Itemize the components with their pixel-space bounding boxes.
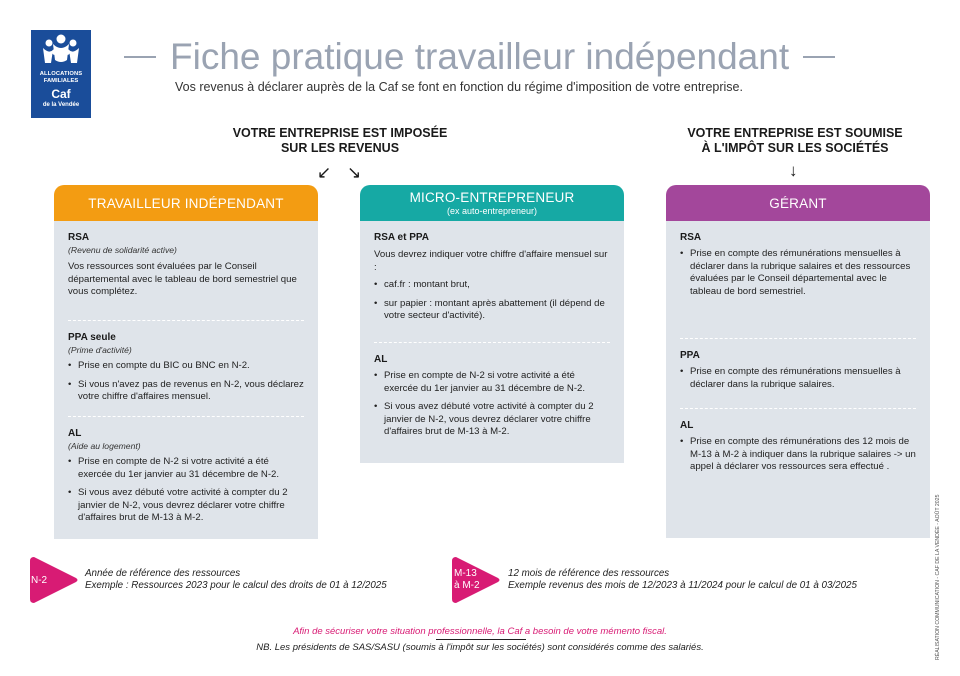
- card-header-ge: [666, 185, 930, 221]
- footer-divider: [436, 639, 526, 640]
- me-rsa-list: [374, 279, 610, 323]
- section-heading-income-tax: [205, 126, 475, 156]
- card-body-ge: [666, 221, 930, 538]
- ge-section-rsa: [680, 221, 916, 339]
- me-section-rsa-ppa: [374, 221, 610, 343]
- list-item: • caf.fr : montant brut,: [374, 279, 610, 292]
- arrow-down-icon: ↓: [789, 161, 798, 180]
- ge-al-title: AL: [680, 420, 694, 431]
- vertical-credit: [935, 470, 945, 660]
- list-item: • Prise en compte du BIC ou BNC en N-2.: [68, 360, 304, 373]
- n2-badge-label: N-2: [31, 575, 48, 586]
- logo-line2: FAMILIALES: [43, 78, 79, 84]
- ge-rsa-title: RSA: [680, 232, 702, 243]
- ti-section-rsa: [68, 221, 304, 321]
- ti-rsa-subtitle: (Revenu de solidarité active): [68, 245, 177, 255]
- m13-badge-label1: M-13: [454, 568, 477, 579]
- list-item: • Prise en compte des rémunérations des 12 mois de M-13 à M-2 à indiquer dans la rubrique salaires -> un appel à déclarer vos ressources sera effectué .: [680, 436, 916, 474]
- list-item: • Prise en compte des rémunérations mensuelles à déclarer dans la rubrique salaires et des ressources évaluées par le Conseil départemental avec le tableau de bord semestriel.: [680, 248, 916, 298]
- card-travailleur-independant: [54, 185, 318, 539]
- card-subtitle-me: (ex auto-entrepreneur): [446, 206, 538, 216]
- ge-rsa-list: [680, 248, 916, 298]
- arrow-down-right-icon: ↘: [347, 163, 362, 182]
- n2-legend-line2: Exemple : Ressources 2023 pour le calcul des droits de 01 à 12/2025: [85, 580, 387, 591]
- vertical-credit-text: RÉALISATION COMMUNICATION - CAF DE LA VENDÉE - AOÛT 2025: [935, 494, 941, 660]
- list-item: • Si vous n'avez pas de revenus en N-2, vous déclarez votre chiffre d'affaires mensuel.: [68, 379, 304, 404]
- m13-legend-line1: 12 mois de référence des ressources: [508, 568, 670, 579]
- list-item: • Prise en compte des rémunérations mensuelles à déclarer dans la rubrique salaires.: [680, 366, 916, 391]
- card-micro-entrepreneur: [360, 185, 624, 463]
- card-gerant: [666, 185, 930, 538]
- card-body-ti: [54, 221, 318, 539]
- me-al-list: [374, 370, 610, 439]
- card-header-me: [360, 185, 624, 221]
- ge-ppa-list: [680, 366, 916, 391]
- ti-section-al: [68, 417, 304, 539]
- ti-al-subtitle: (Aide au logement): [68, 441, 141, 451]
- me-rsa-title: RSA et PPA: [374, 232, 430, 243]
- section-heading-corporate-tax: [650, 126, 940, 156]
- ti-ppa-list: [68, 360, 304, 404]
- title-dash-left: [124, 56, 156, 58]
- section-heading-income-tax-line2: SUR LES REVENUS: [280, 141, 400, 155]
- caf-logo: [31, 30, 91, 118]
- ti-rsa-text: Vos ressources sont évaluées par le Conseil départemental avec le tableau de bord semestriel que vous complétez.: [68, 261, 297, 297]
- ti-al-title: AL: [68, 428, 82, 439]
- list-item: • sur papier : montant après abattement (il dépend de votre secteur d'activité).: [374, 298, 610, 323]
- section-heading-corporate-tax-line2: À L'IMPÔT SUR LES SOCIÉTÉS: [701, 141, 889, 155]
- me-al-title: AL: [374, 354, 388, 365]
- m13-legend-line2: Exemple revenus des mois de 12/2023 à 11/2024 pour le calcul de 01 à 03/2025: [508, 580, 857, 591]
- family-figures-icon: [31, 30, 91, 70]
- logo-line4: de la Vendée: [42, 102, 80, 108]
- arrow-down-left-icon: ↙: [317, 163, 332, 182]
- ge-ppa-title: PPA: [680, 350, 700, 361]
- m13-badge-label2: à M-2: [454, 580, 480, 591]
- card-title-ti: TRAVAILLEUR INDÉPENDANT: [88, 195, 284, 211]
- card-title-me: MICRO-ENTREPRENEUR: [409, 190, 575, 205]
- logo-line1: ALLOCATIONS: [39, 71, 83, 77]
- page-title: Fiche pratique travailleur indépendant: [170, 36, 790, 77]
- footer-memento-note: Afin de sécuriser votre situation professionnelle, la Caf a besoin de votre mémento fiscal.: [293, 626, 667, 637]
- me-section-al: [374, 343, 610, 463]
- card-body-me: [360, 221, 624, 463]
- page-title-row: [124, 36, 854, 78]
- ti-al-list: [68, 456, 304, 525]
- ge-section-al: [680, 409, 916, 538]
- card-title-ge: GÉRANT: [769, 195, 827, 211]
- ti-section-ppa: [68, 321, 304, 417]
- ge-section-ppa: [680, 339, 916, 409]
- list-item: • Prise en compte de N-2 si votre activité a été exercée du 1er janvier au 31 décembre de N-2.: [68, 456, 304, 481]
- section-heading-income-tax-line1: VOTRE ENTREPRISE EST IMPOSÉE: [232, 126, 448, 140]
- ti-ppa-subtitle: (Prime d'activité): [68, 345, 132, 355]
- ge-al-list: [680, 436, 916, 474]
- list-item: • Prise en compte de N-2 si votre activité a été exercée du 1er janvier au 31 décembre de N-2.: [374, 370, 610, 395]
- list-item: • Si vous avez débuté votre activité à compter du 2 janvier de N-2, vous devrez déclarer votre chiffre d'affaires brut de M-13 à M-2.: [68, 487, 304, 525]
- footer-sas-note: NB. Les présidents de SAS/SASU (soumis à l'impôt sur les sociétés) sont considérés comme des salariés.: [256, 642, 704, 653]
- logo-line3: Caf: [51, 87, 71, 101]
- list-item: • Si vous avez débuté votre activité à compter du 2 janvier de N-2, vous devrez déclarer votre chiffre d'affaires brut de M-13 à M-2.: [374, 401, 610, 439]
- page-subtitle: Vos revenus à déclarer auprès de la Caf se font en fonction du régime d'imposition de votre entreprise.: [175, 80, 743, 94]
- ti-rsa-title: RSA: [68, 232, 90, 243]
- n2-legend-line1: Année de référence des ressources: [85, 568, 241, 579]
- ti-ppa-title: PPA seule: [68, 332, 116, 343]
- me-rsa-text: Vous devrez indiquer votre chiffre d'affaire mensuel sur :: [374, 249, 608, 273]
- section-heading-corporate-tax-line1: VOTRE ENTREPRISE EST SOUMISE: [687, 126, 903, 140]
- card-header-ti: [54, 185, 318, 221]
- title-dash-right: [803, 56, 835, 58]
